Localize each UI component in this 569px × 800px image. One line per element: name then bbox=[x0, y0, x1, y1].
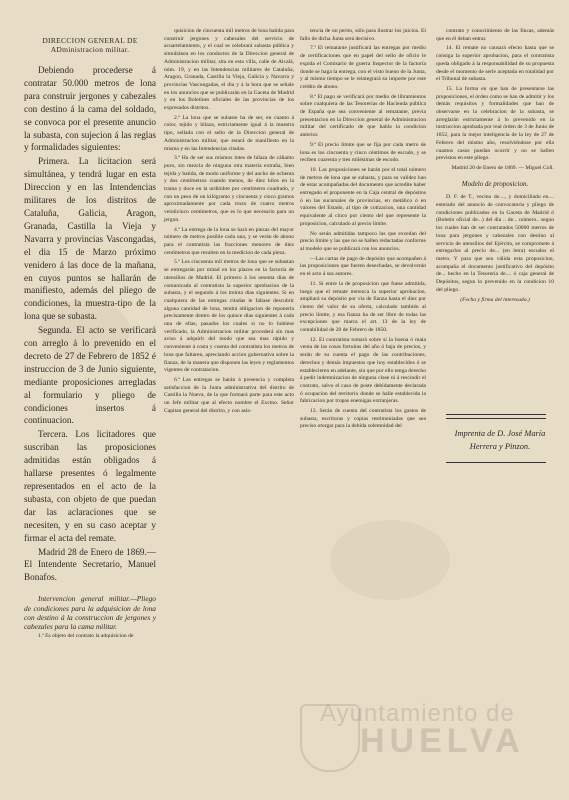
divider-rule bbox=[446, 418, 546, 419]
paragraph: 13. Serán de cuenta del contratista los gastos de subasta, escrituras y copias testimoniadas que sea preciso otorgar para la debida solemnidad del bbox=[300, 408, 426, 430]
printer-imprint bbox=[446, 427, 554, 453]
watermark-line: HUELVA bbox=[360, 722, 525, 760]
italic-section-title: Intervencion general militar.—Pliego de condiciones para la adquisicion de lona con destino á la construccion de jergones y cabezales para la cama militar. bbox=[24, 594, 156, 632]
model-text: D. F. de T., vecino de...., y domiciliado en.... enterado del anuncio de convocatoria y pliego de condiciones publicados en la Gaceta de Madrid ó (Boletin oficial de...) del dia .. de... número.. segun los cuales han de ser contratados 50000 metros de lona para jergones y cabezales con destino al servicio de utensilios del Ejército, se compromete á entregarlos al precio de... (en letra) escudos el metro. Y para que sea válida esta proposicion, acompaña el documento justificativo del depósito de... hecho en la Tesorería de.... ó caja general de Depósitos, segun lo prevenido en la condicion 10 del pliego. bbox=[436, 194, 554, 293]
section-heading: DIRECCION GENERAL DE ADministracion militar. bbox=[42, 36, 138, 54]
paragraph: 4.ª La entrega de la lona se hará en piezas del mayor número de metros posible cada una, y se verán de abono para el contratista las fracciones menores de diez centímetros que resulten en la medicion de cada pieza. bbox=[164, 226, 294, 256]
model-title: Modelo de proposicion. bbox=[461, 179, 529, 188]
date-signature: Madrid 28 de Enero de 1869.—El Intendente Secretario, Manuel Bonafos. bbox=[24, 546, 156, 583]
imprint-line: Imprenta de D. José María bbox=[454, 429, 546, 438]
paragraph: 5.ª Los cincuenta mil metros de lona que se subastan se entregarán por mitad en los plazos en la factoría de utensilios de Madrid. El primero á los sesenta dias de comunicada al contratista la superior aprobacion de la subasta, y el segundo á los treinta dias siguientes. Si en cualquiera de las entregas citadas le faltase descubrir alguna cantidad de lona, tendrá obligacion de reponerla precisamente dentro de los quince dias siguientes á cada una de ellas, pasados los cuales si no lo hubiese verificado, la Administracion militar procederá sin mas aviso á adquirir del modo que sea mas rápido y conveniente á costa y cuenta del contratista los metros de lona que faltaren, apreciando accion gubernativa sobre la fianza, de la manera que disponen las leyes y reglamentos vigentes de contratacion. bbox=[164, 259, 294, 374]
paragraph: 8.ª El pago se verificará por medio de libramientos sobre cualquiera de las Tesorerías de Hacienda pública de España que sea conveniente al rematante, previa presentacion en la Direccion general de Administracion militar del certificado de que habla la condicion anterior. bbox=[300, 93, 426, 139]
model-signature: (Fecha y firma del interesado.) bbox=[460, 296, 530, 303]
paragraph: contrato y conocimiento de las fincas, además que en él deban entrar. bbox=[436, 28, 554, 42]
paragraph: 2.ª La lona que se subaste ha de ser, en cuanto á color, tejido y hilaza, estrictamente igual á la muestra tipo, sellada con el sello de la Direccion general de Administracion militar, que estará de manifiesto en la misma y en las Intendencias citadas. bbox=[164, 114, 294, 152]
paragraph: tencia de un perito, sólo para ilustrar los juicios. El fallo de dicha Junta será decisivo. bbox=[300, 28, 426, 42]
paragraph: 14. El remate no causará efecto hasta que se consiga la superior aprobacion, para el contratista queda obligado á la responsabilidad de su propuesta desde el momento de serle aceptada en totalidad por el Tribunal de subasta. bbox=[436, 45, 554, 83]
paragraph: 15. La forma en que han de presentarse las proposiciones, el órden como se han de admitir y los demás requisitos y formalidades que han de observarse en la celebracion de la subasta, se arreglarán estrictamente á lo prevenido en la instruccion aprobada por real órden de 3 de Junio de 1852, para la mejor inteligencia de la ley de 27 de Febrero del mismo año, resolviéndose por ella cuantos casos puedan ocurrir y no se hallen previstos en este pliego. bbox=[436, 85, 554, 162]
paragraph: 10. Las proposiciones se harán por el total número de metros de lona que se subasta, y para su validez han de estar acompañadas del documento que acredite haber entregado el proponente en la Caja central de depósitos ó en las sucursales de provincias, en metálico ó en valores del Estado, al tipo de cotizacion, una cantidad equivalente al cinco por ciento del que represente la proposicion, calculado al precio límite. bbox=[300, 166, 426, 227]
paragraph: 1.ª Es objeto del contrato la adquisicion de bbox=[38, 632, 134, 639]
column-1 bbox=[24, 28, 156, 642]
paragraph: quisicion de cincuenta mil metros de lona batida para construir jergones y cabezales del servicio de acuartelamiento, y el cual se celebrará subasta pública y simultánea en los conductos de la Direccion general de Administracion militar, sita en esta villa, calle de Alcalá, núm. 19, y en las Intendencias militares de Cataluña, Aragon, Granada, Castilla la Vieja, Galicia y Navarra y provincias Vascongadas, el dia y á la hora que se señale en los anuncios que se publicarán en la Gaceta de Madrid y en los Boletines oficiales de las provincias de los expresados distritos. bbox=[164, 28, 294, 112]
watermark-line: Ayuntamiento de bbox=[320, 700, 515, 727]
divider-rule bbox=[446, 462, 546, 463]
paragraph: 7.ª El rematante justificará las entregas por medio de certificaciones que en papel del sello de oficio le expida el Comisario de guerra Inspector de la factoría donde se haga la entrega, con el visto bueno de la Junta, y al mismo tiempo se le reintegrará su importe por este crédito de abono. bbox=[300, 45, 426, 90]
paragraph: 11. Si entre la de proposicion que fuese admitida, luego que el remate merezca la superior aprobacion, ampliará su depósito por vía de fianza hasta el diez por ciento del valor de su oferta, calculado también al precio límite, y esa fianza ha de ser libre de todas las excepciones que marca el art. 13 de la ley de contabilidad de 20 de Febrero de 1850. bbox=[300, 280, 426, 334]
paragraph: 9.ª El precio límite que se fija por cada metro de lona es los cincuenta y cinco céntimos de escudo, y se reciben cuarenta y tres milésimas de escudo. bbox=[300, 141, 426, 164]
paper-stain bbox=[330, 520, 450, 600]
column-4 bbox=[436, 28, 554, 306]
paragraph: Tercera. Los licitadores que suscriban las proposiciones admitidas están obligados á hallarse presentes ó legalmente representados en el acto de la subasta, con objeto de que puedan dar las aclaraciones que se necesiten, y en su caso aceptar y firmar el acta del remate. bbox=[24, 429, 156, 543]
paragraph: 12. El contratista tomará sobre sí la buena ó mala venta de las cosas fortuitas del año ó baja de precios, y serán de su cuenta el pago de las contribuciones, derechos y demás impuestos que hoy establecidos ó se establecieren en adelante, sin que por ello tenga derecho á pedir indemnizacion de ninguna clase ni á rescindir el contrato, salvo el caso de poste debidamente declarada ó ocupacion del territorio donde se halle establecida la fabricacion por tropas enemigas extranjeras. bbox=[300, 336, 426, 405]
column-2 bbox=[164, 28, 294, 417]
divider-rule bbox=[446, 414, 546, 415]
paragraph: 6.ª Las entregas se harán á presencia y completa satisfaccion de la Junta administrativa del distrito de Castilla la Nueva, de la que formará parte para este acto un Jefe militar que al efecto nombre el Excmo. Señor Capitan general del distrito, y con asis- bbox=[164, 376, 294, 414]
archive-watermark bbox=[300, 700, 569, 800]
paragraph: 3.ª Ha de ser sus mismos lotes de hilaza de cáñamo puro, sin mezcla de ninguna otra materia extraña, bien tejida y batida, de modo uniforme y del ancho de ochenta y dos centímetros cuando menos, de diez hilos en la trama y doce en la urdimbre por centímetro cuadrado, y con un peso de un kilógramo y cincuenta y cinco gramos aproximadamente por cada trozo de cuatro metros veinticinco centímetros, que es lo que necesario para un jergon. bbox=[164, 155, 294, 223]
paragraph: No serán admitidas tampoco las que excedan del precio límite y las que no se hallen redactadas conforme al modelo que se publicará con los anuncios. bbox=[300, 230, 426, 252]
imprint-line: Herrera y Pinzon. bbox=[469, 442, 531, 451]
paragraph: Primera. La licitacion será simultánea, y tendrá lugar en esta Direccion y en las Intendencias militares de los distritos de Cataluña, Galicia, Aragon, Granada, Castilla la Vieja y Navarra y provincias Vascongadas, el dia 15 de Marzo próximo venidero á las doce de la mañana, en cuyos puntos se hallarán de manifiesto, además del pliego de condiciones, la muestra-tipo de la lona que se subasta. bbox=[24, 156, 156, 322]
paragraph: Debiendo procederse á contratar 50.000 metros de lona para construir jergones y cabezales con destino á la cama del soldado, se convoca por el presente anuncio la subasta, con sujecion á las reglas y formalidades siguientes: bbox=[24, 65, 156, 153]
seal-icon bbox=[300, 704, 360, 772]
paragraph: —Las cartas de pago de depósito que acompañen á las proposiciones que fueren desechadas, se devolverán en el acto á sus autores. bbox=[300, 255, 426, 278]
paragraph: Segunda. El acto se verificará con arreglo á lo prevenido en el decreto de 27 de Febrero de 1852 é instruccion de 3 de Junio siguiente, mediante proposiciones arregladas al formulario y pliego de condiciones insertos á continuacion. bbox=[24, 325, 156, 426]
date-signature: Madrid 20 de Enero de 1869. — Miguel Coll. bbox=[451, 164, 554, 171]
column-3 bbox=[300, 28, 426, 433]
